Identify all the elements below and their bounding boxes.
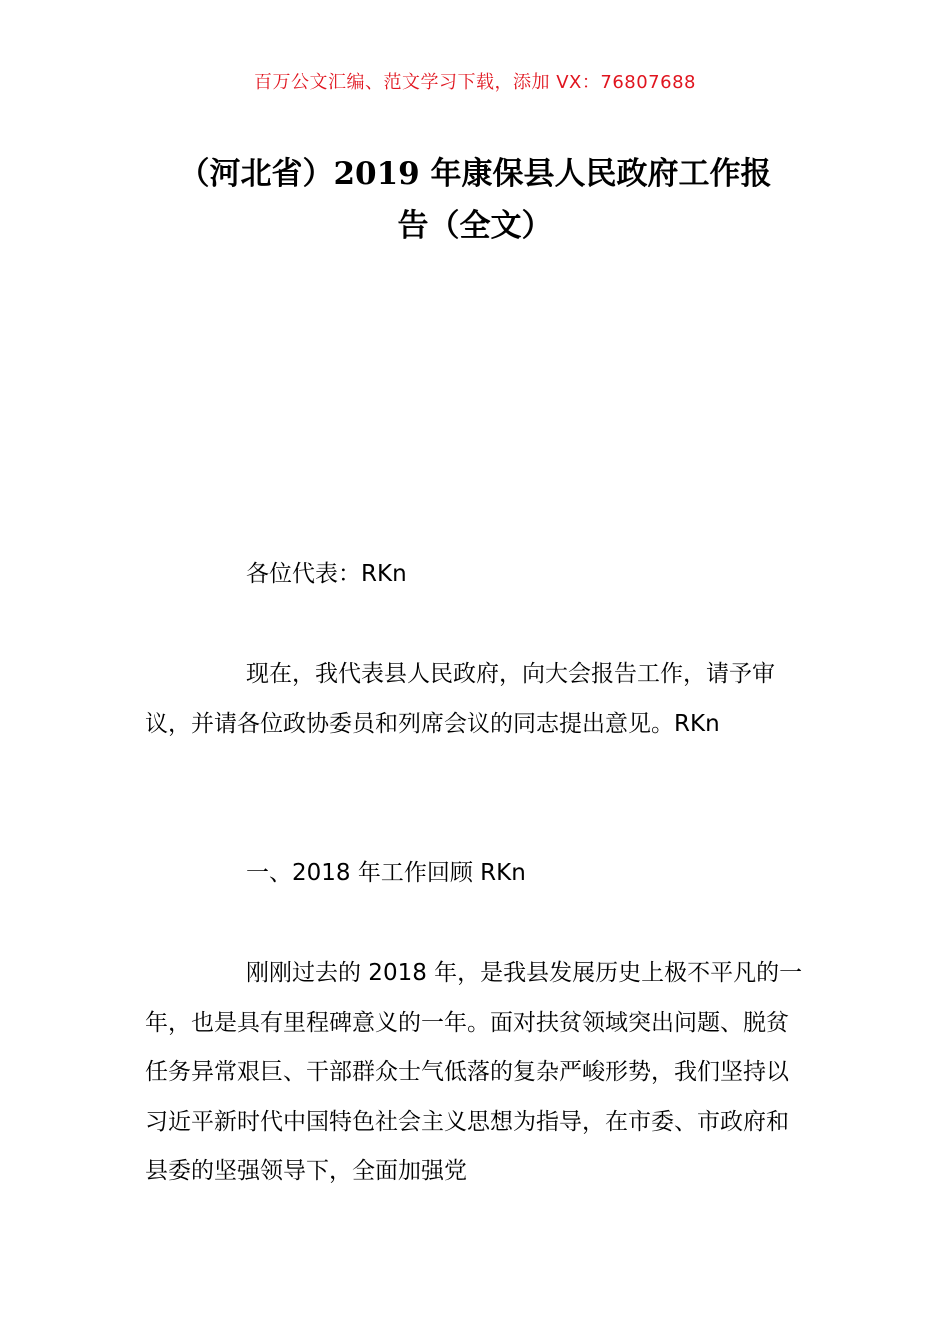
title-line-1: （河北省）2019 年康保县人民政府工作报 [178, 156, 772, 192]
salutation: 各位代表：RKn [246, 561, 407, 587]
header-watermark-note: 百万公文汇编、范文学习下载，添加 VX：76807688 [254, 72, 696, 93]
title-line-2: 告（全文） [397, 208, 553, 244]
document-title [130, 148, 820, 252]
intro-paragraph: 现在，我代表县人民政府，向大会报告工作，请予审议，并请各位政协委员和列席会议的同志提出意见。RKn [145, 661, 775, 737]
review-paragraph: 刚刚过去的 2018 年，是我县发展历史上极不平凡的一年，也是具有里程碑意义的一年。面对扶贫领域突出问题、脱贫任务异常艰巨、干部群众士气低落的复杂严峻形势，我们坚持以习近平新时代中国特色社会主义思想为指导，在市委、市政府和县委的坚强领导下，全面加强党 [145, 960, 803, 1184]
section-heading: 一、2018 年工作回顾 RKn [246, 860, 526, 886]
